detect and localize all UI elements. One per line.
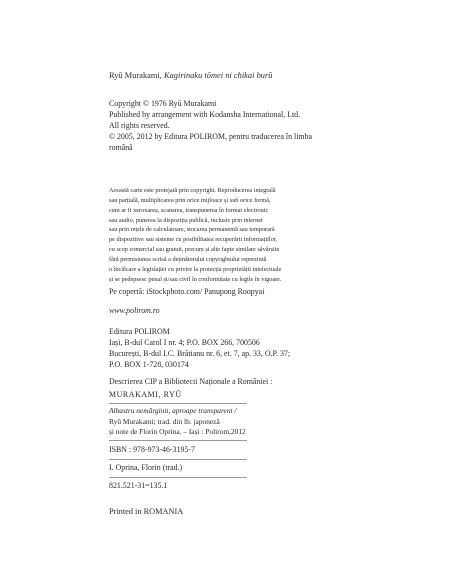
copyright-line: Published by arrangement with Kodansha International, Ltd. [109, 110, 301, 120]
legal-line: fără permisiunea scrisă a deținătorului copyrightului reprezintă [109, 255, 267, 263]
copyright-line: română [109, 143, 133, 153]
legal-line: cu scop comercial sau gratuit, precum și alte fapte similare săvârșite [109, 246, 280, 254]
cip-divider [109, 440, 247, 441]
cip-description [109, 406, 246, 438]
cip-line: și note de Florin Oprina. – Iași : Polirom,2012 [109, 427, 246, 437]
copyright-line: Copyright © 1976 Ryū Murakami [109, 99, 217, 108]
original-author: Ryū Murakami, [109, 71, 162, 80]
publisher-line: București, B-dul I.C. Brătianu nr. 6, et. 7, ap. 33, O.P. 37; [109, 349, 291, 359]
cip-title: Albastru nemărginit, aproape transparent / [109, 406, 237, 415]
cip-heading: Descrierea CIP a Bibliotecii Naționale a României : [109, 377, 273, 386]
legal-line: o încălcare a legislației cu privire la protecția proprietății intelectuale [109, 265, 282, 273]
legal-line: sau prin rețele de calculatoare, stocarea permanentă sau temporară [109, 226, 275, 234]
cover-credit: Pe copertă: iStockphoto.com/ Panupong Roopyai [109, 287, 265, 296]
isbn: ISBN : 978-973-46-3195-7 [109, 445, 195, 454]
publisher-line: Editura POLIROM [109, 327, 170, 336]
legal-notice [109, 186, 282, 284]
publisher-block [109, 326, 290, 370]
legal-line: pe dispozitive sau sisteme cu posibilitatea recuperării informațiilor, [109, 236, 278, 244]
cip-translator: I. Oprina, Florin (trad.) [109, 463, 183, 472]
cip-divider [109, 477, 247, 478]
original-title: Kagirinaku tōmei ni chikai burū [163, 71, 273, 80]
copyright-block [109, 98, 312, 153]
website-link[interactable]: www.polirom.ro [109, 306, 160, 315]
copyright-line: All rights reserved. [109, 121, 170, 131]
publisher-line: Iași, B-dul Carol I nr. 4; P.O. BOX 266, 700506 [109, 338, 260, 348]
legal-line: sau audio, punerea la dispoziția publică, inclusiv prin internet [109, 216, 263, 224]
legal-line: și se pedepsesc penal și/sau civil în conformitate cu legile în vigoare. [109, 275, 282, 283]
printed-in: Printed in ROMANIA [109, 507, 184, 516]
copyright-line: © 2005, 2012 by Editura POLIROM, pentru traducerea în limba [109, 132, 312, 142]
cip-classification: 821.521-31=135.1 [109, 481, 168, 490]
cip-author-name: MURAKAMI, RYŪ [109, 390, 182, 399]
legal-line: cum ar fi xeroxarea, scanarea, transpunerea în format electronic [109, 206, 269, 214]
cip-divider [109, 459, 247, 460]
legal-line: Această carte este protejată prin copyright. Reproducerea integrală [109, 187, 276, 194]
cip-divider [109, 403, 247, 404]
publisher-line: P.O. BOX 1-728, 030174 [109, 360, 189, 370]
cip-line: Ryū Murakami; trad. din lb. japoneză [109, 416, 220, 426]
legal-line: sau parțială, multiplicarea prin orice mijloace și sub orice formă, [109, 196, 271, 204]
original-title-line [109, 71, 272, 80]
